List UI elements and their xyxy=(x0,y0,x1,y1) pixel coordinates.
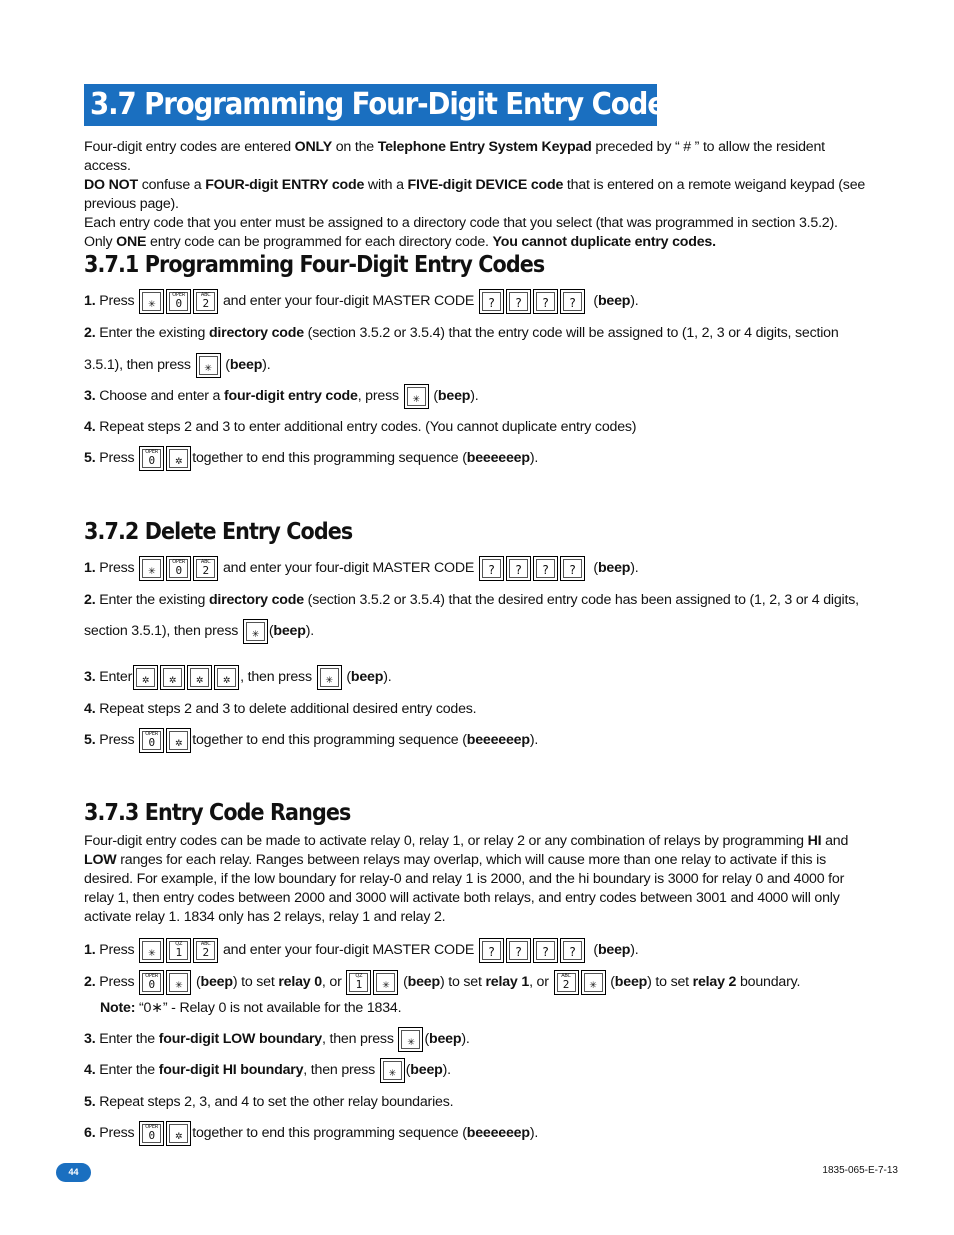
s3-step-4: 4. Enter the four-digit HI boundary, then press ✳ (beep). xyxy=(84,1055,451,1085)
question-key-icon: ? xyxy=(479,556,504,581)
hash-key-icon: ✲ xyxy=(133,665,158,690)
s2-step-1: 1. Press ✳ OPER 0 ABC 2 and enter your four-digit MASTER CODE ? ? ? ? (beep). xyxy=(84,553,639,583)
question-key-icon: ? xyxy=(479,289,504,314)
two-abc-key-icon: ABC 2 xyxy=(193,289,218,314)
document-code: 1835-065-E-7-13 xyxy=(822,1165,898,1176)
one-qz-key-icon: QZ 1 xyxy=(346,970,371,995)
s3-step-2: 2. Press OPER 0 ✳ (beep) to set relay 0, or QZ 1 ✳ (beep) to set relay 1, or ABC 2 ✳ (beep) to set relay 2 boundary. xyxy=(84,967,800,997)
section-heading-3-7-1: 3.7.1 Programming Four-Digit Entry Codes xyxy=(84,252,545,278)
zero-oper-key-icon: OPER 0 xyxy=(166,556,191,581)
hash-key-icon: ✲ xyxy=(214,665,239,690)
s3-step-6: 6. Press OPER 0 ✲ together to end this programming sequence (beeeeeep). xyxy=(84,1118,538,1148)
s1-step-2-cont: 3.5.1), then press ✳ (beep). xyxy=(84,350,270,380)
star-key-icon: ✳ xyxy=(398,1027,423,1052)
s3-step-1: 1. Press ✳ QZ 1 ABC 2 and enter your four-digit MASTER CODE ? ? ? ? (beep). xyxy=(84,935,639,965)
hash-key-icon: ✲ xyxy=(160,665,185,690)
star-key-icon: ✳ xyxy=(139,289,164,314)
s1-step-5: 5. Press OPER 0 ✲ together to end this programming sequence (beeeeeep). xyxy=(84,443,538,473)
page-title-bar xyxy=(84,84,681,126)
question-key-icon: ? xyxy=(560,938,585,963)
zero-oper-key-icon: OPER 0 xyxy=(139,1121,164,1146)
s2-step-2: 2. Enter the existing directory code (section 3.5.2 or 3.5.4) that the desired entry code has been assigned to (1, 2, 3 or 4 digits, xyxy=(84,592,859,608)
zero-oper-key-icon: OPER 0 xyxy=(166,289,191,314)
s2-step-3: 3. Enter ✲ ✲ ✲ ✲ , then press ✳ (beep). xyxy=(84,662,391,692)
star-key-icon: ✳ xyxy=(139,556,164,581)
two-abc-key-icon: ABC 2 xyxy=(554,970,579,995)
question-key-icon: ? xyxy=(560,289,585,314)
s2-step-2-cont: section 3.5.1), then press ✳ (beep). xyxy=(84,616,314,646)
question-key-icon: ? xyxy=(479,938,504,963)
question-key-icon: ? xyxy=(560,556,585,581)
one-qz-key-icon: QZ 1 xyxy=(166,938,191,963)
s2-step-4: 4. Repeat steps 2 and 3 to delete additional desired entry codes. xyxy=(84,701,477,717)
question-key-icon: ? xyxy=(506,289,531,314)
s2-step-5: 5. Press OPER 0 ✲ together to end this programming sequence (beeeeeep). xyxy=(84,725,538,755)
zero-oper-key-icon: OPER 0 xyxy=(139,446,164,471)
question-key-icon: ? xyxy=(506,556,531,581)
zero-oper-key-icon: OPER 0 xyxy=(139,728,164,753)
hash-key-icon: ✲ xyxy=(187,665,212,690)
question-key-icon: ? xyxy=(533,556,558,581)
s3-note: Note: “0∗” - Relay 0 is not available for the 1834. xyxy=(100,1000,402,1016)
zero-oper-key-icon: OPER 0 xyxy=(139,970,164,995)
star-key-icon: ✳ xyxy=(404,384,429,409)
section-heading-3-7-2: 3.7.2 Delete Entry Codes xyxy=(84,519,353,545)
s3-step-5: 5. Repeat steps 2, 3, and 4 to set the other relay boundaries. xyxy=(84,1094,454,1110)
two-abc-key-icon: ABC 2 xyxy=(193,556,218,581)
question-key-icon: ? xyxy=(506,938,531,963)
star-key-icon: ✳ xyxy=(166,970,191,995)
s3-step-3: 3. Enter the four-digit LOW boundary, then press ✳ (beep). xyxy=(84,1024,470,1054)
s1-step-4: 4. Repeat steps 2 and 3 to enter additional entry codes. (You cannot duplicate entry codes) xyxy=(84,419,637,435)
hash-key-icon: ✲ xyxy=(166,446,191,471)
s1-step-3: 3. Choose and enter a four-digit entry code, press ✳ (beep). xyxy=(84,381,479,411)
question-key-icon: ? xyxy=(533,938,558,963)
star-key-icon: ✳ xyxy=(317,665,342,690)
intro-paragraph: Four-digit entry codes are entered ONLY on the Telephone Entry System Keypad preceded by “ # ” to allow the resident access. DO NOT confuse a FOUR-digit ENTRY code with a FIVE-digit DEVICE code that is entered on a remote weigand keypad (see previous page). Each entry code that you enter must be assigned to a directory code that you select (that was programmed in section 3.5.2). Only ONE entry code can be programmed for each directory code. You cannot duplicate entry codes. xyxy=(84,139,866,250)
page-number-badge: 44 xyxy=(56,1163,91,1182)
two-abc-key-icon: ABC 2 xyxy=(193,938,218,963)
hash-key-icon: ✲ xyxy=(166,728,191,753)
question-key-icon: ? xyxy=(533,289,558,314)
ranges-paragraph: Four-digit entry codes can be made to activate relay 0, relay 1, or relay 2 or any combination of relays by programming HI and LOW ranges for each relay. Ranges between relays may overlap, which will cause more than one relay to activate if this is desired. For example, if the low boundary for relay-0 and relay 1 is 2000, and the hi boundary is 3000 for relay 0 and 4000 for relay 1, then entry codes between 2000 and 3000 will activate both relays, and entry codes between 3001 and 4000 will only activate relay 1. 1834 only has 2 relays, relay 1 and relay 2. xyxy=(84,833,849,925)
star-key-icon: ✳ xyxy=(373,970,398,995)
s1-step-2: 2. Enter the existing directory code (section 3.5.2 or 3.5.4) that the entry code will be assigned to (1, 2, 3 or 4 digits, section xyxy=(84,325,839,341)
s1-step-1: 1. Press ✳ OPER 0 ABC 2 and enter your four-digit MASTER CODE ? ? ? ? (beep). xyxy=(84,286,639,316)
star-key-icon: ✳ xyxy=(196,353,221,378)
hash-key-icon: ✲ xyxy=(166,1121,191,1146)
star-key-icon: ✳ xyxy=(380,1058,405,1083)
star-key-icon: ✳ xyxy=(139,938,164,963)
star-key-icon: ✳ xyxy=(243,619,268,644)
star-key-icon: ✳ xyxy=(581,970,606,995)
page-title: 3.7 Programming Four-Digit Entry Codes xyxy=(90,87,681,122)
section-heading-3-7-3: 3.7.3 Entry Code Ranges xyxy=(84,800,351,826)
